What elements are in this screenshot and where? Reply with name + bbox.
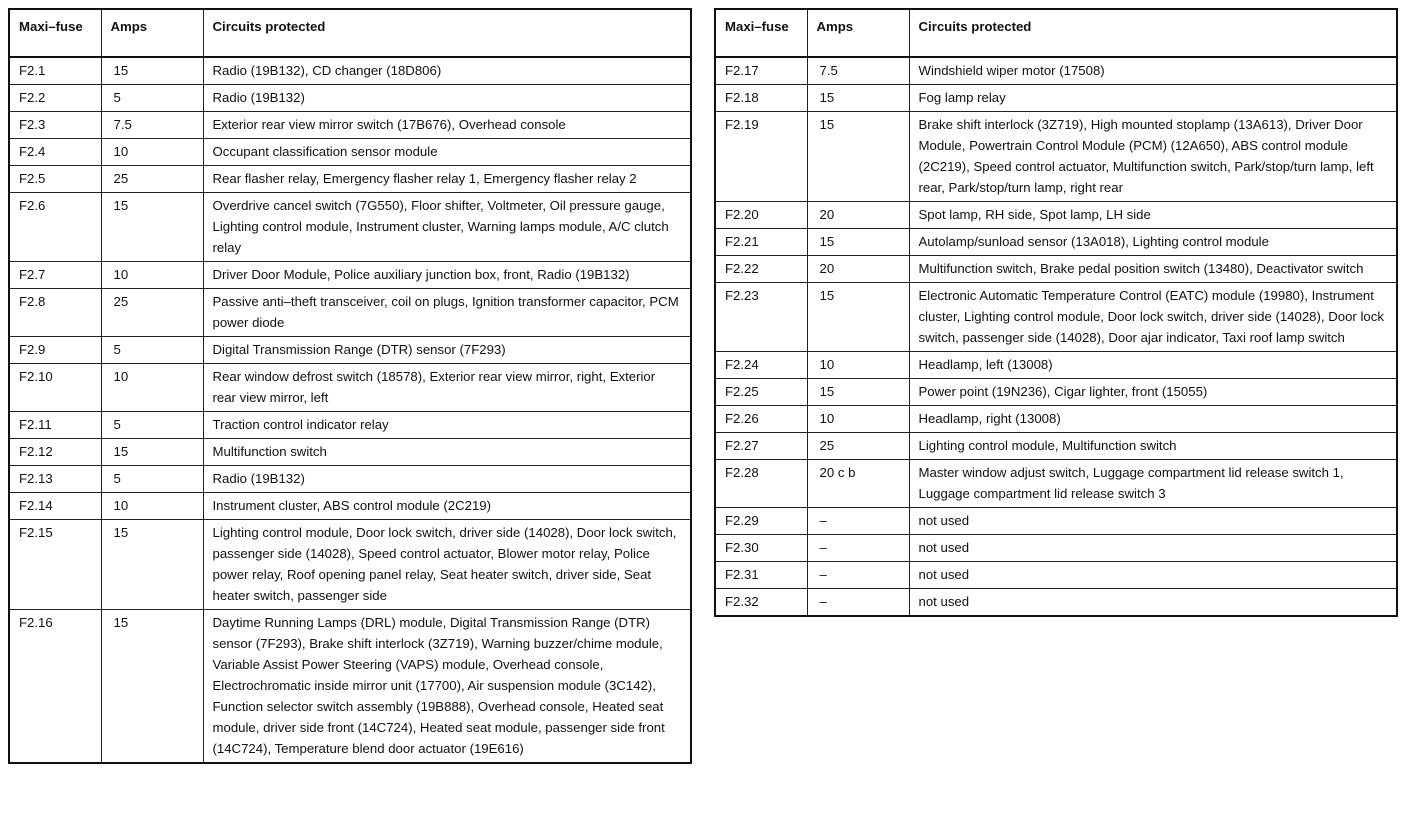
table-row <box>715 256 1397 283</box>
circuits-cell: Rear window defrost switch (18578), Exterior rear view mirror, right, Exterior rear view mirror, left <box>203 364 691 412</box>
table-row <box>9 412 691 439</box>
table-row <box>715 406 1397 433</box>
amps-cell: 15 <box>101 520 203 610</box>
amps-cell: 10 <box>807 406 909 433</box>
amps-cell: 15 <box>807 379 909 406</box>
amps-cell: 20 c b <box>807 460 909 508</box>
fuse-cell: F2.5 <box>9 166 101 193</box>
fuse-cell: F2.9 <box>9 337 101 364</box>
fuse-cell: F2.13 <box>9 466 101 493</box>
circuits-cell: Headlamp, left (13008) <box>909 352 1397 379</box>
fuse-cell: F2.15 <box>9 520 101 610</box>
amps-cell: 5 <box>101 337 203 364</box>
amps-cell: 15 <box>807 229 909 256</box>
circuits-cell: not used <box>909 562 1397 589</box>
fuse-cell: F2.12 <box>9 439 101 466</box>
table-row <box>9 439 691 466</box>
circuits-cell: Radio (19B132) <box>203 466 691 493</box>
table-row <box>715 508 1397 535</box>
fuse-cell: F2.2 <box>9 85 101 112</box>
circuits-cell: Radio (19B132), CD changer (18D806) <box>203 57 691 85</box>
amps-cell: 15 <box>101 57 203 85</box>
fuse-cell: F2.29 <box>715 508 807 535</box>
fuse-table-right <box>714 8 1398 617</box>
amps-cell: 10 <box>101 364 203 412</box>
fuse-cell: F2.7 <box>9 262 101 289</box>
amps-cell: 15 <box>101 439 203 466</box>
circuits-cell: Spot lamp, RH side, Spot lamp, LH side <box>909 202 1397 229</box>
circuits-cell: not used <box>909 508 1397 535</box>
table-row <box>715 433 1397 460</box>
fuse-cell: F2.31 <box>715 562 807 589</box>
circuits-cell: Radio (19B132) <box>203 85 691 112</box>
circuits-cell: Passive anti–theft transceiver, coil on plugs, Ignition transformer capacitor, PCM power diode <box>203 289 691 337</box>
amps-cell: 7.5 <box>807 57 909 85</box>
amps-cell: 10 <box>101 493 203 520</box>
circuits-cell: not used <box>909 535 1397 562</box>
right-table-body <box>715 57 1397 616</box>
header-row <box>715 9 1397 57</box>
table-row <box>9 466 691 493</box>
header-row <box>9 9 691 57</box>
circuits-cell: Brake shift interlock (3Z719), High mounted stoplamp (13A613), Driver Door Module, Powertrain Control Module (PCM) (12A650), ABS control module (2C219), Speed control actuator, Multifunction switch, Park/stop/turn lamp, left rear, Park/stop/turn lamp, right rear <box>909 112 1397 202</box>
fuse-cell: F2.22 <box>715 256 807 283</box>
table-row <box>715 229 1397 256</box>
header-amps: Amps <box>101 9 203 57</box>
table-row <box>715 57 1397 85</box>
header-circuits: Circuits protected <box>203 9 691 57</box>
table-row <box>715 352 1397 379</box>
circuits-cell: Autolamp/sunload sensor (13A018), Lighting control module <box>909 229 1397 256</box>
left-table-body <box>9 57 691 763</box>
amps-cell: 5 <box>101 85 203 112</box>
amps-cell: 10 <box>807 352 909 379</box>
amps-cell: 15 <box>807 112 909 202</box>
table-row <box>9 112 691 139</box>
fuse-cell: F2.4 <box>9 139 101 166</box>
table-row <box>9 520 691 610</box>
circuits-cell: Rear flasher relay, Emergency flasher relay 1, Emergency flasher relay 2 <box>203 166 691 193</box>
circuits-cell: Overdrive cancel switch (7G550), Floor shifter, Voltmeter, Oil pressure gauge, Lighting control module, Instrument cluster, Warning lamps module, A/C clutch relay <box>203 193 691 262</box>
circuits-cell: Lighting control module, Multifunction switch <box>909 433 1397 460</box>
table-row <box>9 493 691 520</box>
circuits-cell: Electronic Automatic Temperature Control (EATC) module (19980), Instrument cluster, Lighting control module, Door lock switch, driver side (14028), Door lock switch, passenger side (14028), Door ajar indicator, Taxi roof lamp switch <box>909 283 1397 352</box>
amps-cell: 25 <box>101 289 203 337</box>
amps-cell: 20 <box>807 202 909 229</box>
table-row <box>9 337 691 364</box>
fuse-cell: F2.18 <box>715 85 807 112</box>
table-row <box>715 562 1397 589</box>
table-row <box>715 202 1397 229</box>
amps-cell: 5 <box>101 466 203 493</box>
fuse-cell: F2.27 <box>715 433 807 460</box>
amps-cell: 15 <box>807 283 909 352</box>
circuits-cell: Exterior rear view mirror switch (17B676), Overhead console <box>203 112 691 139</box>
fuse-cell: F2.23 <box>715 283 807 352</box>
circuits-cell: Digital Transmission Range (DTR) sensor (7F293) <box>203 337 691 364</box>
amps-cell: 15 <box>101 193 203 262</box>
table-row <box>715 460 1397 508</box>
amps-cell: 10 <box>101 139 203 166</box>
amps-cell: 25 <box>101 166 203 193</box>
fuse-cell: F2.24 <box>715 352 807 379</box>
table-row <box>9 610 691 764</box>
amps-cell: 15 <box>101 610 203 764</box>
amps-cell: 10 <box>101 262 203 289</box>
amps-cell: 5 <box>101 412 203 439</box>
table-row <box>715 85 1397 112</box>
circuits-cell: Daytime Running Lamps (DRL) module, Digital Transmission Range (DTR) sensor (7F293), Brake shift interlock (3Z719), Warning buzzer/chime module, Variable Assist Power Steering (VAPS) module, Overhead console, Electrochromatic inside mirror unit (17700), Air suspension module (3C142), Function selector switch assembly (19B888), Overhead console, Heated seat module, driver side front (14C724), Heated seat module, passenger side front (14C724), Temperature blend door actuator (19E616) <box>203 610 691 764</box>
table-row <box>715 283 1397 352</box>
circuits-cell: Traction control indicator relay <box>203 412 691 439</box>
fuse-cell: F2.10 <box>9 364 101 412</box>
fuse-cell: F2.17 <box>715 57 807 85</box>
amps-cell: 15 <box>807 85 909 112</box>
table-row <box>9 289 691 337</box>
header-fuse: Maxi–fuse <box>715 9 807 57</box>
header-fuse: Maxi–fuse <box>9 9 101 57</box>
fuse-cell: F2.28 <box>715 460 807 508</box>
table-row <box>715 112 1397 202</box>
fuse-cell: F2.30 <box>715 535 807 562</box>
header-amps: Amps <box>807 9 909 57</box>
fuse-cell: F2.21 <box>715 229 807 256</box>
table-row <box>9 57 691 85</box>
fuse-cell: F2.1 <box>9 57 101 85</box>
fuse-cell: F2.14 <box>9 493 101 520</box>
circuits-cell: Headlamp, right (13008) <box>909 406 1397 433</box>
fuse-cell: F2.20 <box>715 202 807 229</box>
circuits-cell: Multifunction switch, Brake pedal position switch (13480), Deactivator switch <box>909 256 1397 283</box>
table-row <box>9 85 691 112</box>
amps-cell: – <box>807 508 909 535</box>
fuse-cell: F2.3 <box>9 112 101 139</box>
header-circuits: Circuits protected <box>909 9 1397 57</box>
circuits-cell: Windshield wiper motor (17508) <box>909 57 1397 85</box>
fuse-cell: F2.16 <box>9 610 101 764</box>
circuits-cell: Master window adjust switch, Luggage compartment lid release switch 1, Luggage compartment lid release switch 3 <box>909 460 1397 508</box>
table-row <box>715 379 1397 406</box>
fuse-cell: F2.8 <box>9 289 101 337</box>
circuits-cell: Power point (19N236), Cigar lighter, front (15055) <box>909 379 1397 406</box>
circuits-cell: Fog lamp relay <box>909 85 1397 112</box>
circuits-cell: Instrument cluster, ABS control module (2C219) <box>203 493 691 520</box>
fuse-cell: F2.26 <box>715 406 807 433</box>
fuse-cell: F2.32 <box>715 589 807 617</box>
table-row <box>9 193 691 262</box>
amps-cell: 7.5 <box>101 112 203 139</box>
fuse-table-left <box>8 8 692 764</box>
fuse-cell: F2.25 <box>715 379 807 406</box>
fuse-cell: F2.6 <box>9 193 101 262</box>
table-row <box>9 139 691 166</box>
circuits-cell: Multifunction switch <box>203 439 691 466</box>
amps-cell: – <box>807 589 909 617</box>
amps-cell: 25 <box>807 433 909 460</box>
circuits-cell: Occupant classification sensor module <box>203 139 691 166</box>
amps-cell: – <box>807 535 909 562</box>
circuits-cell: not used <box>909 589 1397 617</box>
table-row <box>9 166 691 193</box>
fuse-cell: F2.11 <box>9 412 101 439</box>
fuse-cell: F2.19 <box>715 112 807 202</box>
circuits-cell: Lighting control module, Door lock switch, driver side (14028), Door lock switch, passenger side (14028), Speed control actuator, Blower motor relay, Police power relay, Roof opening panel relay, Seat heater switch, driver side, Seat heater switch, passenger side <box>203 520 691 610</box>
table-row <box>9 262 691 289</box>
table-row <box>9 364 691 412</box>
amps-cell: 20 <box>807 256 909 283</box>
amps-cell: – <box>807 562 909 589</box>
circuits-cell: Driver Door Module, Police auxiliary junction box, front, Radio (19B132) <box>203 262 691 289</box>
table-row <box>715 535 1397 562</box>
table-row <box>715 589 1397 617</box>
